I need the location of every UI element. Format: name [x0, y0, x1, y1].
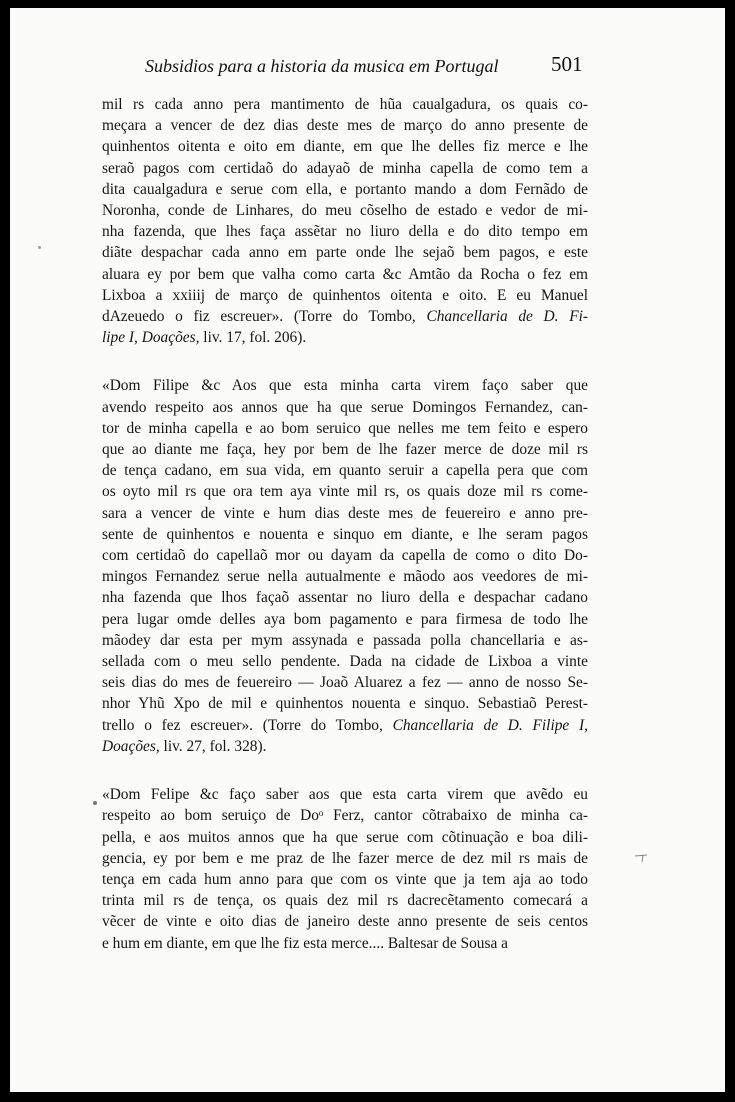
text-line: com certidaõ do capellaõ mor ou dayam da capella de como o dito Do- — [102, 547, 588, 565]
text-line: e hum em diante, em que lhe fiz esta merce.... Baltesar de Sousa a — [102, 934, 508, 952]
speck-mark — [38, 246, 41, 249]
text-line: seis dias do mes de feuereiro — Joaõ Aluarez a fez — anno de nosso Se- — [102, 674, 588, 692]
text-line: sara a vencer de vinte e hum dias deste mes de feuereiro e anno pre- — [102, 504, 588, 522]
text-line: meçara a vencer de dez dias deste mes de março do anno presente de — [102, 117, 588, 135]
page-number: 501 — [551, 52, 583, 76]
text-line: Doações, liv. 27, fol. 328). — [102, 737, 267, 755]
text-line: os oyto mil rs que ora tem aya vinte mil rs, os quais doze mil rs come- — [102, 483, 588, 501]
text-line: nha fazenda, que lhes faça assẽtar no liuro della e do dito tempo em — [102, 223, 588, 241]
text-line: nha fazenda que lhos façaõ assentar no liuro della e despachar cadano — [102, 589, 588, 607]
text-line: mãodey dar esta per mym assynada e passada polla chancellaria e as- — [102, 631, 588, 649]
text-line: tença em cada hum anno para que com os vinte que ja tem aja ao todo — [102, 870, 588, 888]
text-line: vẽcer de vinte e oito dias de janeiro deste anno presente de seis centos — [102, 913, 588, 931]
text-line: de tença cadano, em sua vida, em quanto seruir a capella pera que com — [102, 462, 588, 480]
text-line: trello o fez escreuer». (Torre do Tombo, Chancellaria de D. Filipe I, — [102, 716, 588, 734]
body-text — [102, 94, 588, 954]
text-line: seraõ pagos com certidaõ do adayaõ de minha capella de como tem a — [102, 159, 588, 177]
text-line: Noronha, conde de Linhares, do meu cõselho de estado e vedor de mi- — [102, 202, 588, 220]
page-header — [10, 52, 725, 82]
text-line: pella, e aos muitos annos que ha que serue com cõtinuação e boa dili- — [102, 828, 588, 846]
text-line: sente de quinhentos e nouenta e sinquo em diante, e lhe seram pagos — [102, 525, 588, 543]
text-line: aluara ey por bem que valha como carta &c Amtão da Rocha o fez em — [102, 265, 588, 283]
text-line: «Dom Filipe &c Aos que esta minha carta virem faço saber que — [102, 377, 588, 395]
paragraph-1 — [102, 94, 588, 348]
text-line: diãte despachar cada anno em parte onde lhe sejaõ bem pagos, e este — [102, 244, 588, 262]
paragraph-3 — [102, 784, 588, 954]
text-line: mingos Fernandez serue nella autualmente e mãodo aos veedores de mi- — [102, 568, 588, 586]
text-line: quinhentos oitenta e oito em diante, em que lhe delles fiz merce e lhe — [102, 138, 588, 156]
text-line: gencia, ey por bem e me praz de lhe fazer merce de dez mil rs mais de — [102, 849, 588, 867]
speck-mark — [93, 801, 97, 805]
text-line: respeito ao bom seruiço de Doᵒ Ferz, cantor cõtrabaixo de minha ca- — [102, 807, 588, 825]
text-line: lipe I, Doações, liv. 17, fol. 206). — [102, 329, 307, 347]
text-line: Lixboa a xxiiij de março de quinhentos oitenta e oito. E eu Manuel — [102, 286, 588, 304]
text-line: dita caualgadura e serue com ella, e portanto mando a dom Fernãdo de — [102, 180, 588, 198]
document-page — [10, 8, 725, 1092]
text-line: avendo respeito aos annos que ha que serue Domingos Fernandez, can- — [102, 398, 588, 416]
text-line: dAzeuedo o fiz escreuer». (Torre do Tombo, Chancellaria de D. Fi- — [102, 308, 589, 326]
pencil-mark — [634, 853, 648, 863]
text-line: que ao diante me faça, hey por bem de lhe fazer merce de doze mil rs — [102, 441, 588, 459]
text-line: sellada com o meu sello pendente. Dada na cidade de Lixboa a vinte — [102, 653, 588, 671]
text-line: nhor Yhũ Xpo de mil e quinhentos nouenta e sinquo. Sebastiaõ Perest- — [102, 695, 588, 713]
paragraph-2 — [102, 375, 588, 757]
running-title: Subsidios para a historia da musica em Portugal — [145, 56, 499, 76]
text-line: trinta mil rs de tença, os quais dez mil rs dacrecẽtamento comecará a — [102, 892, 588, 910]
text-line: mil rs cada anno pera mantimento de hũa caualgadura, os quais co- — [102, 96, 588, 113]
text-line: tor de minha capella e ao bom seruico que nelles me tem feito e espero — [102, 419, 588, 437]
text-line: pera lugar omde delles aya bom pagamento e para firmesa de todo lhe — [102, 610, 588, 628]
text-line: «Dom Felipe &c faço saber aos que esta carta virem que avẽdo eu — [102, 786, 588, 804]
